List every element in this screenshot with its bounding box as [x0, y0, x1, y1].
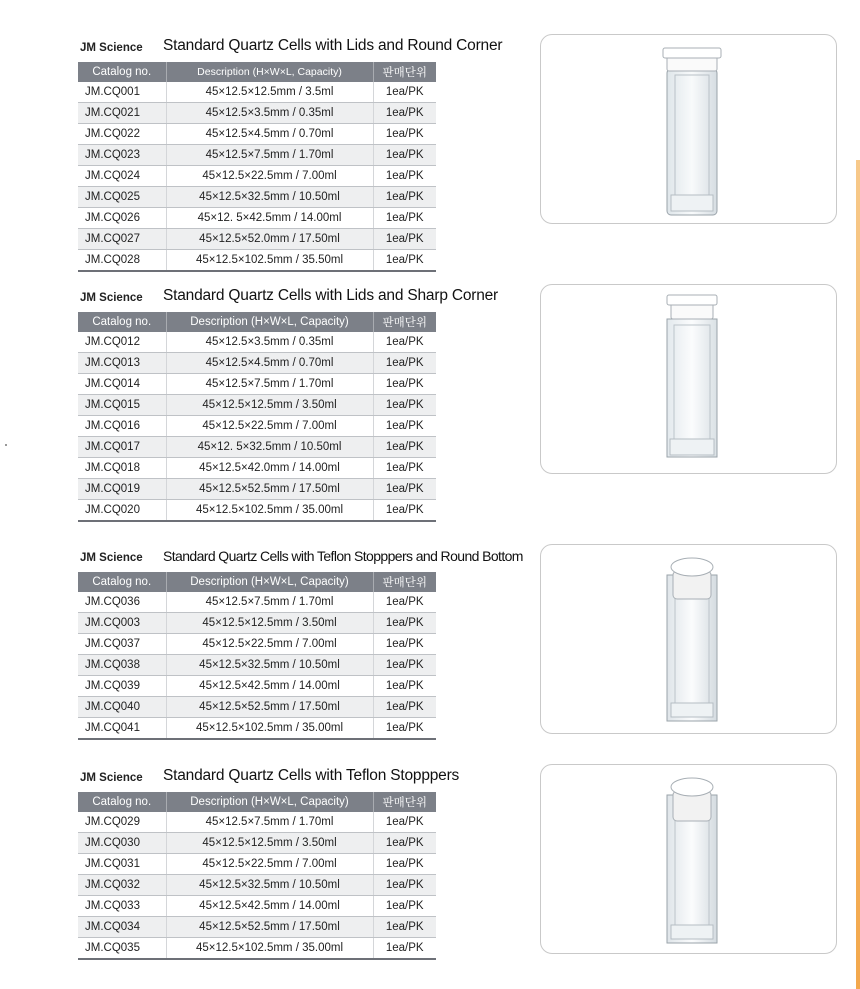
section-title: Standard Quartz Cells with Teflon Stopppers and Round Bottom — [163, 548, 523, 564]
section-teflon-round-bottom — [78, 546, 838, 734]
description-cell: 45×12.5×42.0mm / 14.00ml — [166, 458, 373, 479]
description-cell: 45×12.5×102.5mm / 35.00ml — [166, 718, 373, 740]
unit-cell: 1ea/PK — [373, 500, 436, 522]
unit-cell: 1ea/PK — [373, 938, 436, 960]
header-description: Description (H×W×L, Capacity) — [166, 792, 373, 812]
description-cell: 45×12.5×12.5mm / 3.50ml — [166, 613, 373, 634]
catalog-cell: JM.CQ036 — [78, 592, 166, 613]
catalog-cell: JM.CQ032 — [78, 875, 166, 896]
table-row — [78, 634, 436, 655]
unit-cell: 1ea/PK — [373, 374, 436, 395]
table-row — [78, 479, 436, 500]
description-cell: 45×12.5×7.5mm / 1.70ml — [166, 812, 373, 833]
brand-label: JM Science — [80, 292, 143, 304]
table-row — [78, 353, 436, 374]
product-table — [78, 312, 436, 522]
margin-mark — [5, 444, 7, 446]
description-cell: 45×12.5×22.5mm / 7.00ml — [166, 416, 373, 437]
table-row — [78, 166, 436, 187]
header-catalog: Catalog no. — [78, 62, 166, 82]
unit-cell: 1ea/PK — [373, 208, 436, 229]
unit-cell: 1ea/PK — [373, 353, 436, 374]
unit-cell: 1ea/PK — [373, 634, 436, 655]
catalog-cell: JM.CQ014 — [78, 374, 166, 395]
header-catalog: Catalog no. — [78, 572, 166, 592]
table-row — [78, 416, 436, 437]
description-cell: 45×12.5×52.5mm / 17.50ml — [166, 917, 373, 938]
description-cell: 45×12.5×102.5mm / 35.00ml — [166, 500, 373, 522]
description-cell: 45×12.5×7.5mm / 1.70ml — [166, 592, 373, 613]
catalog-cell: JM.CQ021 — [78, 103, 166, 124]
table-row — [78, 208, 436, 229]
unit-cell: 1ea/PK — [373, 437, 436, 458]
description-cell: 45×12.5×12.5mm / 3.50ml — [166, 833, 373, 854]
catalog-cell: JM.CQ028 — [78, 250, 166, 272]
unit-cell: 1ea/PK — [373, 718, 436, 740]
quartz-cell-lid-sharp-icon — [541, 285, 836, 473]
catalog-cell: JM.CQ016 — [78, 416, 166, 437]
description-cell: 45×12.5×42.5mm / 14.00ml — [166, 896, 373, 917]
table-row — [78, 374, 436, 395]
catalog-cell: JM.CQ017 — [78, 437, 166, 458]
unit-cell: 1ea/PK — [373, 812, 436, 833]
table-row — [78, 82, 436, 103]
unit-cell: 1ea/PK — [373, 833, 436, 854]
unit-cell: 1ea/PK — [373, 332, 436, 353]
section-sharp-corner-lids — [78, 286, 838, 516]
unit-cell: 1ea/PK — [373, 103, 436, 124]
section-title: Standard Quartz Cells with Teflon Stopppers — [163, 767, 460, 784]
table-row — [78, 697, 436, 718]
header-catalog: Catalog no. — [78, 312, 166, 332]
header-description: Description (H×W×L, Capacity) — [166, 312, 373, 332]
table-row — [78, 613, 436, 634]
catalog-cell: JM.CQ023 — [78, 145, 166, 166]
description-cell: 45×12.5×102.5mm / 35.00ml — [166, 938, 373, 960]
description-cell: 45×12.5×32.5mm / 10.50ml — [166, 187, 373, 208]
table-header-row — [78, 572, 436, 592]
description-cell: 45×12. 5×42.5mm / 14.00ml — [166, 208, 373, 229]
unit-cell: 1ea/PK — [373, 655, 436, 676]
unit-cell: 1ea/PK — [373, 416, 436, 437]
product-image-frame — [540, 544, 837, 734]
product-image-frame — [540, 764, 837, 954]
description-cell: 45×12. 5×32.5mm / 10.50ml — [166, 437, 373, 458]
unit-cell: 1ea/PK — [373, 82, 436, 103]
catalog-cell: JM.CQ019 — [78, 479, 166, 500]
header-unit: 판매단위 — [373, 62, 436, 82]
unit-cell: 1ea/PK — [373, 395, 436, 416]
table-header-row — [78, 792, 436, 812]
brand-label: JM Science — [80, 552, 143, 564]
table-row — [78, 896, 436, 917]
table-row — [78, 395, 436, 416]
catalog-cell: JM.CQ027 — [78, 229, 166, 250]
unit-cell: 1ea/PK — [373, 896, 436, 917]
section-round-corner-lids — [78, 36, 838, 266]
description-cell: 45×12.5×12.5mm / 3.50ml — [166, 395, 373, 416]
header-catalog: Catalog no. — [78, 792, 166, 812]
product-table — [78, 792, 436, 960]
catalog-cell: JM.CQ013 — [78, 353, 166, 374]
table-row — [78, 812, 436, 833]
catalog-cell: JM.CQ041 — [78, 718, 166, 740]
catalog-cell: JM.CQ039 — [78, 676, 166, 697]
table-row — [78, 458, 436, 479]
table-row — [78, 145, 436, 166]
description-cell: 45×12.5×102.5mm / 35.50ml — [166, 250, 373, 272]
table-row — [78, 250, 436, 272]
quartz-cell-lid-round-icon — [541, 35, 836, 223]
description-cell: 45×12.5×22.5mm / 7.00ml — [166, 634, 373, 655]
catalog-cell: JM.CQ038 — [78, 655, 166, 676]
catalog-cell: JM.CQ033 — [78, 896, 166, 917]
unit-cell: 1ea/PK — [373, 187, 436, 208]
table-row — [78, 655, 436, 676]
unit-cell: 1ea/PK — [373, 229, 436, 250]
product-image-frame — [540, 34, 837, 224]
quartz-cell-teflon-stopper-icon — [541, 545, 836, 733]
description-cell: 45×12.5×42.5mm / 14.00ml — [166, 676, 373, 697]
table-row — [78, 875, 436, 896]
unit-cell: 1ea/PK — [373, 479, 436, 500]
unit-cell: 1ea/PK — [373, 166, 436, 187]
quartz-cell-teflon-stopper-icon — [541, 765, 836, 953]
table-row — [78, 187, 436, 208]
unit-cell: 1ea/PK — [373, 875, 436, 896]
header-description: Description (H×W×L, Capacity) — [166, 572, 373, 592]
table-row — [78, 833, 436, 854]
description-cell: 45×12.5×52.0mm / 17.50ml — [166, 229, 373, 250]
catalog-cell: JM.CQ003 — [78, 613, 166, 634]
table-row — [78, 718, 436, 740]
section-teflon-stoppers — [78, 766, 838, 954]
catalog-cell: JM.CQ037 — [78, 634, 166, 655]
catalog-cell: JM.CQ035 — [78, 938, 166, 960]
catalog-cell: JM.CQ026 — [78, 208, 166, 229]
catalog-cell: JM.CQ018 — [78, 458, 166, 479]
unit-cell: 1ea/PK — [373, 697, 436, 718]
section-title: Standard Quartz Cells with Lids and Round Corner — [163, 37, 503, 54]
catalog-cell: JM.CQ022 — [78, 124, 166, 145]
unit-cell: 1ea/PK — [373, 592, 436, 613]
description-cell: 45×12.5×3.5mm / 0.35ml — [166, 103, 373, 124]
table-row — [78, 676, 436, 697]
catalog-cell: JM.CQ031 — [78, 854, 166, 875]
table-row — [78, 124, 436, 145]
side-accent-bar — [856, 160, 860, 989]
unit-cell: 1ea/PK — [373, 250, 436, 272]
product-table — [78, 572, 436, 740]
table-row — [78, 917, 436, 938]
catalog-cell: JM.CQ020 — [78, 500, 166, 522]
description-cell: 45×12.5×7.5mm / 1.70ml — [166, 374, 373, 395]
description-cell: 45×12.5×52.5mm / 17.50ml — [166, 697, 373, 718]
header-unit: 판매단위 — [373, 312, 436, 332]
table-row — [78, 500, 436, 522]
catalog-cell: JM.CQ029 — [78, 812, 166, 833]
description-cell: 45×12.5×4.5mm / 0.70ml — [166, 124, 373, 145]
unit-cell: 1ea/PK — [373, 145, 436, 166]
catalog-cell: JM.CQ024 — [78, 166, 166, 187]
description-cell: 45×12.5×7.5mm / 1.70ml — [166, 145, 373, 166]
brand-label: JM Science — [80, 42, 143, 54]
brand-label: JM Science — [80, 772, 143, 784]
product-image-frame — [540, 284, 837, 474]
table-row — [78, 854, 436, 875]
header-unit: 판매단위 — [373, 572, 436, 592]
catalog-cell: JM.CQ040 — [78, 697, 166, 718]
unit-cell: 1ea/PK — [373, 854, 436, 875]
description-cell: 45×12.5×32.5mm / 10.50ml — [166, 875, 373, 896]
description-cell: 45×12.5×12.5mm / 3.5ml — [166, 82, 373, 103]
product-table — [78, 62, 436, 272]
table-row — [78, 229, 436, 250]
table-row — [78, 103, 436, 124]
unit-cell: 1ea/PK — [373, 676, 436, 697]
table-row — [78, 938, 436, 960]
catalog-cell: JM.CQ034 — [78, 917, 166, 938]
table-row — [78, 332, 436, 353]
catalog-cell: JM.CQ030 — [78, 833, 166, 854]
description-cell: 45×12.5×52.5mm / 17.50ml — [166, 479, 373, 500]
header-description: Description (H×W×L, Capacity) — [166, 62, 373, 82]
description-cell: 45×12.5×32.5mm / 10.50ml — [166, 655, 373, 676]
description-cell: 45×12.5×22.5mm / 7.00ml — [166, 854, 373, 875]
description-cell: 45×12.5×4.5mm / 0.70ml — [166, 353, 373, 374]
unit-cell: 1ea/PK — [373, 917, 436, 938]
catalog-cell: JM.CQ025 — [78, 187, 166, 208]
catalog-cell: JM.CQ015 — [78, 395, 166, 416]
catalog-cell: JM.CQ001 — [78, 82, 166, 103]
table-row — [78, 437, 436, 458]
unit-cell: 1ea/PK — [373, 458, 436, 479]
unit-cell: 1ea/PK — [373, 124, 436, 145]
description-cell: 45×12.5×22.5mm / 7.00ml — [166, 166, 373, 187]
section-title: Standard Quartz Cells with Lids and Sharp Corner — [163, 287, 499, 304]
table-header-row — [78, 312, 436, 332]
table-row — [78, 592, 436, 613]
description-cell: 45×12.5×3.5mm / 0.35ml — [166, 332, 373, 353]
catalog-cell: JM.CQ012 — [78, 332, 166, 353]
table-header-row — [78, 62, 436, 82]
header-unit: 판매단위 — [373, 792, 436, 812]
unit-cell: 1ea/PK — [373, 613, 436, 634]
